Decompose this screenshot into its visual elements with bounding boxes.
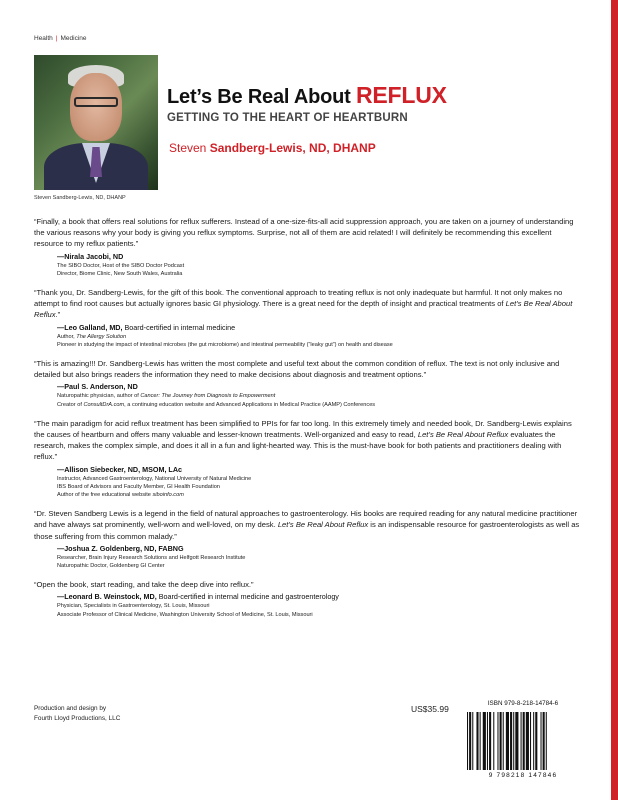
barcode-bar xyxy=(472,712,473,770)
endorser-name xyxy=(57,592,582,602)
book-title-italic: Let’s Be Real About Reflux xyxy=(277,520,369,530)
endorser-credential: Director, Biome Clinic, New South Wales, Australia xyxy=(57,270,183,277)
endorser-name-rest: Board-certified in internal medicine xyxy=(122,322,236,332)
category-health: Health xyxy=(34,35,53,42)
endorsement xyxy=(34,418,582,499)
endorser-credential: Instructor, Advanced Gastroenterology, National University of Natural Medicine xyxy=(57,475,252,482)
credential-italic: siboinfo.com xyxy=(152,492,184,499)
endorser-credential: Naturopathic Doctor, Goldenberg GI Center xyxy=(57,563,165,570)
credential-prefix: Author of the free educational website xyxy=(57,492,153,499)
barcode-bar xyxy=(535,712,537,770)
title-main: Let’s Be Real About xyxy=(167,86,356,108)
endorser-credential: Associate Professor of Clinical Medicine, Washington University School of Medicine, St. Louis, Missouri xyxy=(57,611,313,618)
barcode-bar xyxy=(515,712,518,770)
barcode-bar xyxy=(497,712,498,770)
barcode-bar xyxy=(480,712,481,770)
barcode-bar xyxy=(526,712,529,770)
endorser-credential xyxy=(57,333,582,341)
endorser-name: —Nirala Jacobi, ND xyxy=(57,251,124,261)
book-author xyxy=(169,141,376,155)
endorser-name-rest: Board-certified in internal medicine and gastroenterology xyxy=(156,592,339,602)
author-rest: Sandberg-Lewis, ND, DHANP xyxy=(209,141,376,155)
barcode-bars xyxy=(467,712,579,770)
endorsement-quote xyxy=(34,418,582,463)
endorsement-attribution xyxy=(57,592,582,618)
isbn-barcode xyxy=(464,700,582,786)
endorser-name: —Joshua Z. Goldenberg, ND, FABNG xyxy=(57,543,184,553)
endorsement-quote xyxy=(34,287,582,321)
quote-text: is an indispensable resource for gastroenterologists as well as those suffering from this common malady.” xyxy=(34,520,580,541)
category-separator: | xyxy=(55,35,58,42)
barcode-bar xyxy=(476,712,478,770)
title-accent: REFLUX xyxy=(356,82,447,108)
endorsement-quote: “This is amazing!!! Dr. Sandberg-Lewis has written the most complete and useful text about the common condition of reflux. The text is not only inclusive and detailed but also brings readers the information they need to make decisions about diagnosis and treatment options.” xyxy=(34,359,560,380)
category-medicine: Medicine xyxy=(60,35,87,42)
barcode-bar xyxy=(503,712,504,770)
barcode-bar xyxy=(543,712,545,770)
endorsement xyxy=(34,358,582,409)
isbn-label: ISBN 979-8-218-14784-6 xyxy=(487,700,559,707)
endorsement xyxy=(34,216,582,278)
credential-prefix: Creator of xyxy=(57,401,84,408)
quote-text: “Thank you, Dr. Sandberg-Lewis, for the gift of this book. The conventional approach to treating reflux is not only inadequate but harmful. It not only makes no attempt to find root causes but actually ignores basic GI physiology. There is a great need for the depth of insight and practical treatments of xyxy=(34,288,563,309)
endorsement-quote: “Open the book, start reading, and take the deep dive into reflux.” xyxy=(34,580,254,590)
quote-text: evaluates the research, makes the complex simple, and does it all in a fun and light-hearted way. This is the must-have book for both patients and practitioners dealing with reflux.” xyxy=(34,430,562,462)
credential-prefix: Author, xyxy=(57,333,77,340)
barcode-bar xyxy=(530,712,531,770)
red-edge-stripe xyxy=(611,0,618,800)
barcode-bar xyxy=(487,712,488,770)
endorser-credential xyxy=(57,401,582,409)
barcode-digits: 9 798218 147846 xyxy=(488,772,558,779)
endorser-credential: Researcher, Brain Injury Research Solutions and Helfgott Research Institute xyxy=(57,554,246,561)
endorsement-attribution xyxy=(57,544,582,570)
production-credit xyxy=(34,704,120,724)
barcode-bar xyxy=(541,712,542,770)
endorsement xyxy=(34,508,582,570)
endorsement-attribution xyxy=(57,465,582,500)
production-line-2: Fourth Lloyd Productions, LLC xyxy=(34,715,121,722)
endorsements xyxy=(34,216,582,628)
barcode-bar xyxy=(506,712,509,770)
photo-caption: Steven Sandberg-Lewis, ND, DHANP xyxy=(34,195,126,201)
endorsement-quote: “Finally, a book that offers real solutions for reflux sufferers. Instead of a one-size-fits-all acid suppression approach, you are taken on a journey of understanding the various reasons why your body is giving you reflux symptoms. Surprise, not all of them are acid related! I will definitely be recommending this excellent resource to my reflux patients.” xyxy=(34,217,574,249)
quote-text: “The main paradigm for acid reflux treatment has been simplified to PPIs for far too long. In this extremely timely and needed book, Dr. Sandberg-Lewis explains the causes of heartburn and offers many valuable and lesser-known treatments. Well-organized and easy to read, xyxy=(34,418,572,440)
endorser-credential xyxy=(57,392,582,400)
endorsement xyxy=(34,287,582,349)
barcode-bar xyxy=(510,712,512,770)
barcode-bar xyxy=(469,712,471,770)
production-line-1: Production and design by xyxy=(34,705,107,712)
endorser-name-bold: —Leo Galland, MD, xyxy=(57,322,123,332)
barcode-bar xyxy=(521,712,522,770)
quote-end: .” xyxy=(55,310,61,320)
book-title xyxy=(167,82,447,109)
barcode-bar xyxy=(500,712,502,770)
endorser-name: —Allison Siebecker, ND, MSOM, LAc xyxy=(57,464,183,474)
author-photo xyxy=(34,55,158,190)
photo-glasses xyxy=(74,97,118,107)
endorser-credential: Pioneer in studying the impact of intestinal microbes (the gut microbiome) and intestinal permeability (“leaky gut”) on health and disease xyxy=(57,341,393,348)
photo-face xyxy=(70,73,122,141)
endorsement xyxy=(34,579,582,619)
endorser-credential: IBS Board of Advisors and Faculty Member, GI Health Foundation xyxy=(57,483,220,490)
credential-rest: , a continuing education website and Advanced Applications in Medical Practice (AAMP) Conferences xyxy=(124,401,376,408)
barcode-bar xyxy=(513,712,514,770)
author-first: Steven xyxy=(169,141,210,155)
credential-italic: Cancer: The Journey from Diagnosis to Empowerment xyxy=(140,393,276,400)
book-title-italic: Let’s Be Real About Reflux xyxy=(34,299,573,320)
barcode-bar xyxy=(493,712,494,770)
endorser-name-bold: —Leonard B. Weinstock, MD, xyxy=(57,592,157,602)
endorsement-attribution xyxy=(57,323,582,349)
barcode-bar xyxy=(489,712,491,770)
credential-italic: ConsultDrA.com xyxy=(83,401,125,408)
category-label xyxy=(34,35,87,42)
barcode-bar xyxy=(483,712,486,770)
price-label: US$35.99 xyxy=(411,704,449,714)
endorser-name: —Paul S. Anderson, ND xyxy=(57,382,138,392)
endorser-credential: The SIBO Doctor, Host of the SIBO Doctor Podcast xyxy=(57,262,185,269)
credential-prefix: Naturopathic physician, author of xyxy=(57,393,141,400)
endorser-name xyxy=(57,323,582,333)
credential-italic: The Allergy Solution xyxy=(76,333,127,340)
endorsement-attribution xyxy=(57,382,582,408)
endorser-credential xyxy=(57,491,582,499)
barcode-bar xyxy=(523,712,525,770)
endorser-credential: Physician, Specialists in Gastroenterology, St. Louis, Missouri xyxy=(57,603,210,610)
book-title-italic: Let’s Be Real About Reflux xyxy=(417,430,509,440)
book-subtitle: GETTING TO THE HEART OF HEARTBURN xyxy=(167,112,408,124)
barcode-bar xyxy=(533,712,534,770)
barcode-bar xyxy=(546,712,547,770)
barcode-bar xyxy=(467,712,468,770)
quote-text: “Dr. Steven Sandberg Lewis is a legend in the field of natural approaches to gastroenterology. His books are required reading for any natural medicine practitioner and have always sat prominently, well-worn and well-loved, on my desk. xyxy=(34,509,578,530)
endorsement-attribution xyxy=(57,252,582,278)
endorsement-quote xyxy=(34,508,582,542)
